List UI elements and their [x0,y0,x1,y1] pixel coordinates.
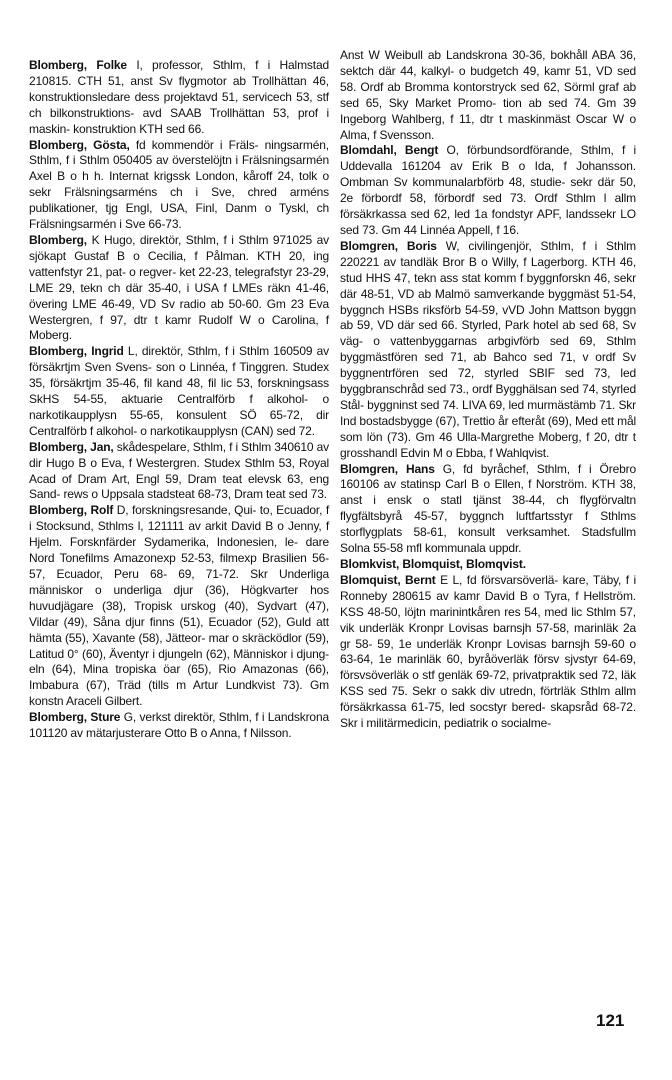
biography-entry [340,462,636,557]
biography-entry [29,138,329,233]
entry-text: G, verkst direktör, Sthlm, f i Landskrona 101120 av mätarjusterare Otto B o Anna, f Nilsson. [29,710,329,741]
entry-text: D, forskningsresande, Qui- to, Ecuador, f i Stocksund, Sthlms l, 121111 av arkit David B o Jenny, f Hjelm. Forsknfärder Sydamerika, Indonesien, le- dare Nord Tonefilms Amazonexp 52-53, filmexp Brasilien 56-57, Ecuador, Peru 68- 69, 71-72. Skr Underliga människor o underliga djur (36), Högkvarter hos huvudjägare (38), Tropisk urskog (40), Sydvart (47), Vildar (49), Såna djur finns (51), Ecuador (52), Guld att hämta (55), Xavante (58), Jätteor- mar o skräcködlor (59), Latitud 0° (60), Äventyr i djungeln (62), Människor i djung- eln (64), Mina tropiska öar (65), Rio Amazonas (66), Imbabura (67), Träd (tills m Artur Lundkvist 73). Gm konstn Araceli Gilbert. [29,503,329,709]
entry-text: I, professor, Sthlm, f i Halmstad 210815. CTH 51, anst Sv flygmotor ab Trollhättan 46, konstruktionsledare dess projektavd 51, servicech 53, stf ch bilkonstruktions- avd SAAB Trollhättan 53, prof i maskin- konstruktion KTH sed 66. [29,58,329,136]
biography-entry [29,503,329,710]
entry-name: Blomkvist, Blomquist, Blomqvist. [340,557,526,571]
entry-text: G, fd byråchef, Sthlm, f i Örebro 160106 av statinsp Carl B o Ellen, f Norström. KTH 38, anst i ensk o statl tjänst 38-44, ch flygförvaltn flygfältsbyrå 45-57, byggnch luftfartsstyr f Sthlms storflygplats 58-61, konsult verksamhet. Stadsfullm Solna 55-58 mfl kommunala uppdr. [340,461,636,556]
biography-entry [29,233,329,344]
entry-name: Blomberg, Ingrid [29,344,124,359]
entry-name: Blomberg, Folke [29,58,127,72]
entry-name: Blomquist, Bernt [340,572,436,587]
left-column [29,58,329,742]
biography-entry [340,48,636,143]
entry-name: Blomberg, Gösta, [29,137,130,152]
entry-text: K Hugo, direktör, Sthlm, f i Sthlm 971025 av sjökapt Gustaf B o Cecilia, f Pålman. KTH 20, ing vattenfstyr 21, pat- o regver- ket 22-23, telegrafstyr 23-29, LME 29, tekn ch där 35-40, i USA f LMEs räkn 41-46, övering LME 46-49, VD Sv radio ab 50-60. Gm 23 Eva Westergren, f 97, dtr t kamr Rudolf W o Carolina, f Moberg. [29,232,329,343]
entry-text: fd kommendör i Fräls- ningsarmén, Sthlm, f i Sthlm 050405 av överstelöjtn i Frälsningsarmén Axel B o h h. Internat krigssk London, kåroff 24, tolk o sekr Frälsningsarméns ch i Sve, chred arméns publikationer, tjg Engl, USA, Finl, Danm o Tyskl, ch Frälsningsarmén i Sve 66-73. [29,137,329,232]
biography-entry [29,710,329,742]
entry-text: W, civilingenjör, Sthlm, f i Sthlm 220221 av tandläk Bror B o Willy, f Lagerborg. KTH 46, stud HHS 47, tekn ass stat komm f byggnforskn 46, sekr där 48-51, VD ab Malmö samverkande byggmäst 51-54, byggnch HSBs riksförb 54-59, vVD John Mattson byggn ab 59, VD där sed 66. Styrled, Park hotel ab sed 68, Sv väg- o vattenbyggarnas arbgivförb sed 69, Sthlm byggmästfören sed 71, ab Bahco sed 71, v ordf Sv byggnentrfören sed 72, styrled SBIF sed 73, led byggbranschråd sed 73., ordf Bygghälsan sed 74, styrled Stål- byggninst sed 74. LIVA 69, led murmästämb 71. Skr Ind bostadsbygge (67), Trettio år efteråt (69), Med ett mål som lön (73). Gm 46 Ulla-Margrethe Moberg, f 20, dtr t grosshandl Edvin M o Ebba, f Wahlqvist. [340,238,636,460]
entry-text: E L, fd försvarsöverlä- kare, Täby, f i Ronneby 280615 av kamr David B o Tyra, f Hellström. KSS 48-50, löjtn marinintkåren res 54, med lic Sthlm 57, vik underläk Kronpr Lovisas barnsjh 57-58, marinläk 2a gr 58- 59, 1e underläk Kronpr Lovisas barnsjh 59-60 o 63-64, 1e marinläk 60, byråöverläk försv sjvstyr 64-69, försvsöverläk o stf genläk 69-72, privatpraktik sed 72, läk KSS sed 75. Sekr o sakk div utredn, förtrläk Sthlm allm försäkrkassa 61-75, led socstyr bered- skapsråd 68-72. Skr i militärmedicin, pediatrik o socialme- [340,572,636,731]
entry-name: Blomberg, Rolf [29,503,114,518]
entry-name: Blomgren, Hans [340,461,435,476]
entry-name: Blomdahl, Bengt [340,143,439,158]
biography-entry [29,58,329,138]
right-column [340,48,636,732]
entry-text: O, förbundsordförande, Sthlm, f i Uddevalla 161204 av Erik B o Ida, f Johansson. Ombman Sv kommunalarbförb 48, studie- sekr där 50, 2e förbordf 58, förbordf sed 73. Ordf Sthlm l allm försäkrkassa sed 62, led 1a fondstyr APF, landssekr LO sed 73. Gm 44 Linnéa Appell, f 16. [340,143,636,237]
entry-text: Anst W Weibull ab Landskrona 30-36, bokhåll ABA 36, sektch där 44, kalkyl- o budgetch 49, kamr 51, VD sed 58. Ordf ab Bromma kontorstryck sed 62, Sörml graf ab sed 65, Sky Market Promo- tion ab sed 74. Gm 39 Ingeborg Wahlberg, f 11, dtr t maskinmäst Oscar W o Alma, f Svensson. [340,48,636,142]
entry-name: Blomberg, Jan, [29,439,114,454]
entry-name: Blomberg, Sture [29,710,121,725]
entry-name: Blomgren, Boris [340,238,437,253]
page-number: 121 [596,1011,625,1030]
entry-text: skådespelare, Sthlm, f i Sthlm 340610 av dir Hugo B o Eva, f Westergren. Studex Sthlm 53, Royal Acad of Dram Art, Engl 59, Dram teat elevsk 63, eng Sand- rews o Uppsala stadsteat 68-73, Dram teat sed 73. [29,439,329,502]
entry-name: Blomberg, [29,232,87,247]
biography-entry [340,239,636,462]
biography-entry [29,440,329,504]
entry-text: L, direktör, Sthlm, f i Sthlm 160509 av försäkrtjm Sven Svens- son o Linnéa, f Tinggren. Studex 35, försäkrtjm 35-46, fil kand 48, fil lic 53, forskningsass SkHS 54-55, aktuarie Centralförb f alkohol- o narkotikaupplysn 55-65, konsulent SÖ 65-72, dir Centralförb f alkohol- o narkotikaupplysn (CAN) sed 72. [29,344,329,438]
biography-entry [340,143,636,238]
biography-entry [29,344,329,439]
biography-entry [340,573,636,732]
biography-entry [340,557,636,573]
